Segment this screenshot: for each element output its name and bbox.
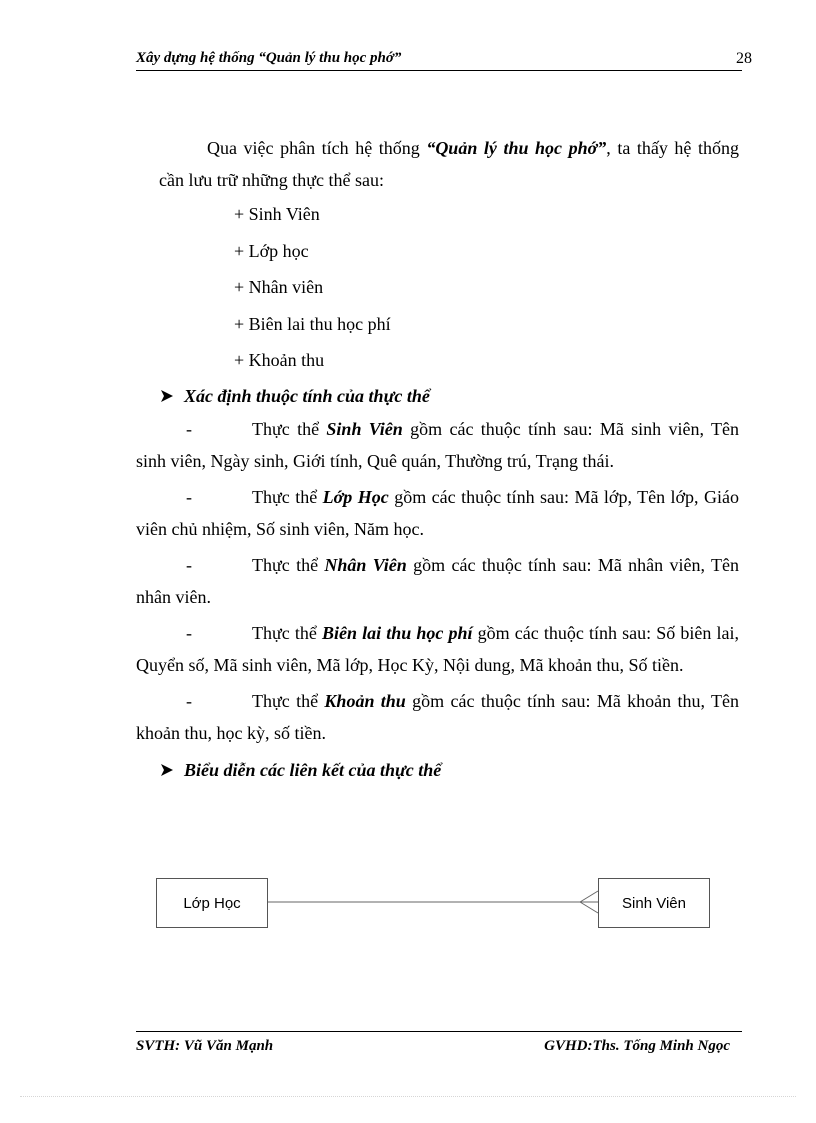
entity-list-item: + Biên lai thu học phí [234,313,391,334]
attr-entity-name: Lớp Học [322,486,389,507]
entity-list [136,196,739,379]
attr-description: gồm các thuộc tính sau: Mã sinh viên, Tên sinh viên, Ngày sinh, Giới tính, Quê quán, Thường trú, Trạng thái. [136,418,740,471]
attr-prefix: Thực thể [252,486,323,507]
list-dash: - [186,622,192,643]
attribute-paragraph-nhan-vien [136,549,739,613]
section-heading-text: Biểu diễn các liên kết của thực thể [184,759,442,780]
attribute-paragraph-lop-hoc [136,481,739,545]
footer-rule [136,1031,742,1032]
intro-system-name: “Quản lý thu học phớ” [426,138,607,158]
attr-prefix: Thực thể [252,418,327,439]
section-heading-text: Xác định thuộc tính của thực thể [184,385,430,406]
arrow-bullet-icon [160,763,174,777]
attr-prefix: Thực thể [252,690,325,711]
page-edge-divider [20,1096,796,1097]
header-rule [136,70,742,71]
intro-text-after: , ta thấy hệ thống cần lưu trữ những thực thể sau: [159,138,739,190]
intro-paragraph [159,132,739,196]
attr-prefix: Thực thể [252,554,325,575]
list-dash: - [186,418,192,439]
attr-description: gồm các thuộc tính sau: Mã nhân viên, Tên nhân viên. [136,554,739,607]
er-diagram [154,878,714,932]
attr-entity-name: Biên lai thu học phí [321,622,473,643]
attr-entity-name: Khoản thu [324,690,406,711]
attr-description: gồm các thuộc tính sau: Mã lớp, Tên lớp, Giáo viên chủ nhiệm, Số sinh viên, Năm học. [136,486,739,539]
attr-description: gồm các thuộc tính sau: Số biên lai, Quyển số, Mã sinh viên, Mã lớp, Học Kỳ, Nội dung, Mã khoản thu, Số tiền. [136,622,740,675]
attribute-paragraph-khoan-thu [136,685,739,749]
attribute-paragraph-sinh-vien [136,413,739,477]
attr-entity-name: Sinh Viên [326,418,403,439]
list-dash: - [186,486,192,507]
entity-list-item: + Sinh Viên [234,204,320,224]
entity-list-item: + Nhân viên [234,277,324,297]
footer-advisor: GVHD:Ths. Tống Minh Ngọc [544,1038,730,1054]
header-title: Xây dựng hệ thống “Quản lý thu học phớ” [136,50,402,66]
entity-box-sinh-vien: Sinh Viên [598,878,710,928]
footer-student: SVTH: Vũ Văn Mạnh [136,1038,274,1054]
attr-prefix: Thực thể [252,622,322,643]
section-heading-relationships [160,753,739,787]
list-dash: - [186,690,192,711]
attr-entity-name: Nhân Viên [324,554,407,575]
section-heading-attributes [160,379,739,413]
document-body [136,132,739,787]
list-dash: - [186,554,192,575]
page-number: 28 [736,50,752,67]
intro-text-before: Qua việc phân tích hệ thống [207,138,427,158]
entity-box-lop-hoc: Lớp Học [156,878,268,928]
entity-list-item: + Lớp học [234,240,309,261]
attribute-paragraph-bien-lai [136,617,739,681]
arrow-bullet-icon [160,389,174,403]
entity-list-item: + Khoản thu [234,350,325,370]
attr-description: gồm các thuộc tính sau: Mã khoản thu, Tên khoản thu, học kỳ, số tiền. [136,690,739,743]
